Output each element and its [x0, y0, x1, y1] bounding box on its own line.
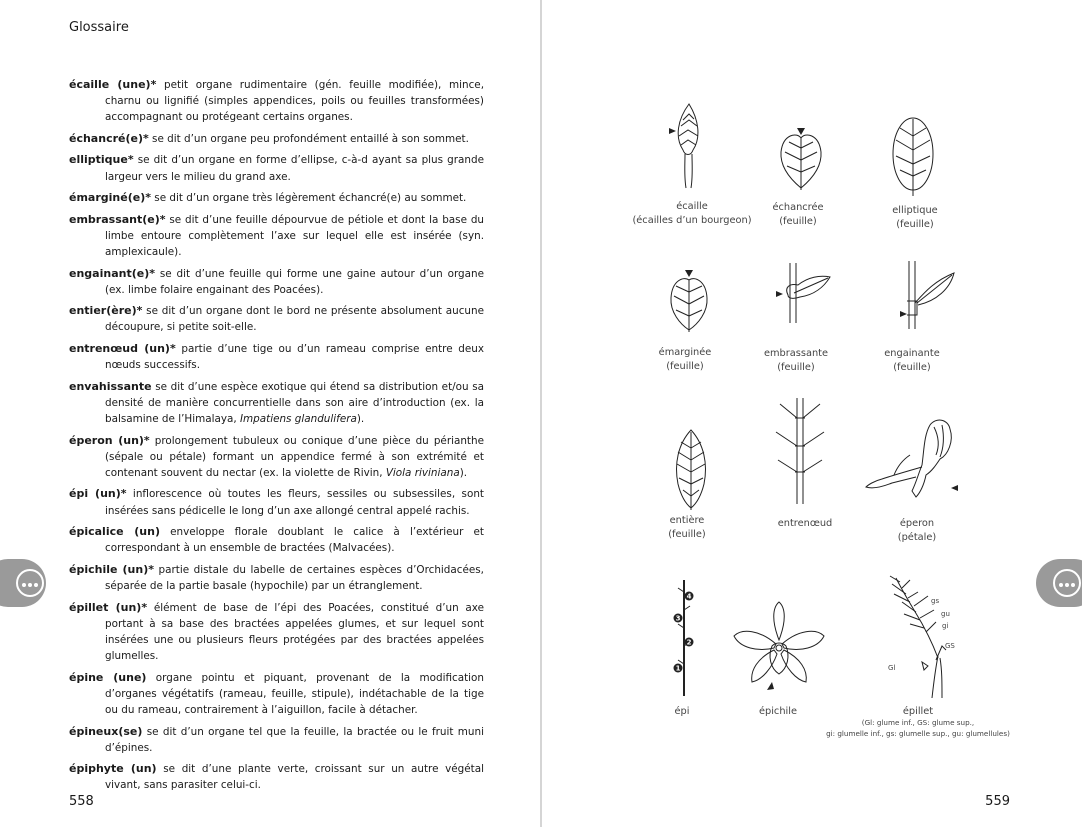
- glossary-definition: enveloppe florale doublant le calice à l’extérieur et correspondant à un ensemble de bractées (Malvacées).: [105, 526, 484, 555]
- entrenoeud-stem-illustration: [768, 398, 832, 506]
- glossary-term: entrenœud (un)*: [69, 341, 176, 355]
- label-Gl: Gl: [888, 664, 896, 672]
- glossary-definition: se dit d’une feuille dépourvue de pétiole et dont la base du limbe entoure complètement l’axe sur lequel elle est insérée (syn. amplexicaule).: [105, 213, 484, 259]
- emarginee-caption: émarginée (feuille): [658, 347, 712, 372]
- glossary-term: épicalice (un): [69, 525, 160, 539]
- engainante-caption: engainante (feuille): [884, 348, 940, 373]
- glossary-entry: [69, 433, 484, 482]
- epi-marker-1: [674, 664, 683, 673]
- glossary-term: éperon (un)*: [69, 433, 150, 447]
- more-icon: [1053, 569, 1081, 597]
- species-name: Impatiens glandulifera: [239, 413, 357, 426]
- glossary-entry: [69, 524, 484, 556]
- glossary-term: émarginé(e)*: [69, 191, 151, 205]
- running-head: Glossaire: [69, 20, 129, 35]
- glossary-definition: se dit d’une plante verte, croissant sur un autre végétal vivant, sans parasiter celui-ci.: [105, 763, 484, 792]
- embrassante-leaf-illustration: [774, 263, 834, 325]
- epichile-orchid-illustration: [732, 600, 826, 694]
- glossary-entry: [69, 131, 484, 147]
- epi-inflorescence-illustration: [672, 580, 702, 698]
- glossary-definition: se dit d’un organe très légèrement échancré(e) au sommet.: [150, 192, 467, 205]
- label-GS: GS: [945, 642, 955, 650]
- glossary-definition: se dit d’une espèce exotique qui étend sa distribution et/ou sa densité de manière concurrentielle dans son aire d’introduction (ex. la balsamine de l’Himalaya,: [105, 380, 484, 426]
- glossary-definition: se dit d’un organe tel que la feuille, la bractée ou le fruit muni d’épines.: [105, 725, 484, 754]
- page-number-left: 558: [69, 794, 94, 809]
- glossary-term: échancré(e)*: [69, 131, 149, 145]
- glossary-list: [69, 77, 484, 799]
- glossary-entry: [69, 212, 484, 261]
- glossary-term: elliptique*: [69, 153, 134, 167]
- glossary-entry: [69, 341, 484, 373]
- glossary-definition: petit organe rudimentaire (gén. feuille modifiée), mince, charnu ou lignifié (simples appendices, poils ou feuilles transformées) accompagnant ou protégeant certains organes.: [105, 79, 484, 124]
- glossary-definition: inflorescence où toutes les fleurs, sessiles ou subsessiles, sont insérées sans pédicelle le long d’un axe allongé central appelé rachis.: [105, 488, 484, 517]
- glossary-definition: prolongement tubuleux ou conique d’une pièce du périanthe (sépale ou pétale) formant un appendice fermé à son extrémité et contenant souvent du nectar (ex. la violette de Rivin,: [105, 434, 484, 479]
- glossary-definition: se dit d’un organe peu profondément entaillé à son sommet.: [148, 132, 469, 145]
- entrenoeud-caption: entrenœud: [777, 518, 833, 529]
- glossary-entry: [69, 670, 484, 719]
- more-icon: [16, 569, 44, 597]
- glossary-definition: se dit d’un organe dont le bord ne présente absolument aucune découpure, si petite soit-elle.: [105, 305, 484, 334]
- eperon-flower-illustration: [864, 415, 964, 501]
- epillet-caption-detail: (Gl: glume inf., GS: glume sup., gi: glumelle inf., gs: glumelle sup., gu: glumellules): [826, 718, 1010, 738]
- glossary-term: embrassant(e)*: [69, 212, 166, 226]
- glossary-entry: [69, 266, 484, 298]
- echancree-caption: échancrée (feuille): [772, 202, 824, 227]
- glossary-entry: [69, 379, 484, 428]
- epi-caption: épi: [674, 706, 690, 717]
- ecaille-illustration: [667, 100, 707, 190]
- glossary-term: épi (un)*: [69, 487, 127, 501]
- glossary-entry: [69, 724, 484, 756]
- glossary-term: entier(ère)*: [69, 304, 143, 318]
- glossary-term: épichile (un)*: [69, 562, 154, 576]
- svg-text:2: 2: [686, 638, 692, 647]
- glossary-definition: partie d’une tige ou d’un rameau comprise entre deux nœuds successifs.: [105, 342, 484, 372]
- glossary-definition-tail: ).: [356, 413, 365, 426]
- glossary-entry: [69, 761, 484, 793]
- glossary-entry: [69, 600, 484, 665]
- svg-text:1: 1: [675, 664, 681, 673]
- emarginee-leaf-illustration: [668, 268, 710, 332]
- glossary-term: écaille (une)*: [69, 78, 157, 91]
- glossary-term: envahissante: [69, 379, 152, 393]
- glossary-entry: [69, 486, 484, 518]
- glossary-term: épineux(se): [69, 724, 143, 738]
- glossary-term: épiphyte (un): [69, 762, 157, 776]
- glossary-entry: [69, 152, 484, 184]
- epi-marker-4: [685, 592, 694, 601]
- glossary-definition-tail: ).: [459, 466, 468, 479]
- embrassante-caption: embrassante (feuille): [763, 348, 829, 373]
- glossary-definition: se dit d’un organe en forme d’ellipse, c-à-d ayant sa plus grande largeur vers le milieu du grand axe.: [105, 154, 484, 183]
- entiere-caption: entière (feuille): [668, 515, 706, 540]
- svg-text:4: 4: [686, 592, 692, 601]
- entiere-leaf-illustration: [672, 428, 710, 510]
- glossary-term: épine (une): [69, 670, 147, 684]
- glossary-term: engainant(e)*: [69, 266, 155, 280]
- glossary-entry: [69, 303, 484, 335]
- glossary-entry: [69, 562, 484, 594]
- epi-marker-2: [685, 638, 694, 647]
- glossary-definition: partie distale du labelle de certaines espèces d’Orchidacées, séparée de la partie basale (hypochile) par un étranglement.: [105, 563, 484, 593]
- glossary-term: épillet (un)*: [69, 600, 148, 614]
- right-page: [542, 0, 1082, 827]
- echancree-leaf-illustration: [777, 128, 825, 193]
- ecaille-caption: écaille (écailles d’un bourgeon): [632, 201, 752, 226]
- species-name: Viola riviniana: [385, 466, 460, 479]
- epi-marker-3: [674, 614, 683, 623]
- glossary-definition: élément de base de l’épi des Poacées, constitué d’un axe portant à sa base des bractées appelées glumes, et sur lequel sont insérées une ou plusieurs fleurs protégées par des bractées appelées glumelles.: [105, 601, 484, 663]
- eperon-caption: éperon (pétale): [897, 518, 937, 543]
- epichile-caption: épichile: [758, 706, 798, 717]
- svg-text:3: 3: [675, 614, 681, 623]
- epillet-illustration: [880, 570, 980, 700]
- glossary-definition: se dit d’une feuille qui forme une gaine autour d’un organe (ex. limbe folaire engainant des Poacées).: [105, 267, 484, 296]
- elliptique-caption: elliptique (feuille): [892, 205, 938, 230]
- engainante-leaf-illustration: [898, 261, 958, 329]
- label-gi: gi: [942, 622, 949, 630]
- label-gu: gu: [941, 610, 950, 618]
- label-gs: gs: [931, 597, 940, 605]
- right-menu-button[interactable]: [1036, 559, 1082, 607]
- glossary-entry: [69, 190, 484, 206]
- glossary-entry: [69, 77, 484, 126]
- page-number-right: 559: [985, 794, 1010, 809]
- elliptique-leaf-illustration: [890, 116, 936, 196]
- left-menu-button[interactable]: [0, 559, 46, 607]
- glossary-definition: organe pointu et piquant, provenant de la modification d’organes végétatifs (rameau, feuille, stipule), indétachable de la tige ou du rameau, contrairement à l’aiguillon, facile à détacher.: [105, 671, 484, 717]
- epillet-caption: épillet: [902, 706, 934, 717]
